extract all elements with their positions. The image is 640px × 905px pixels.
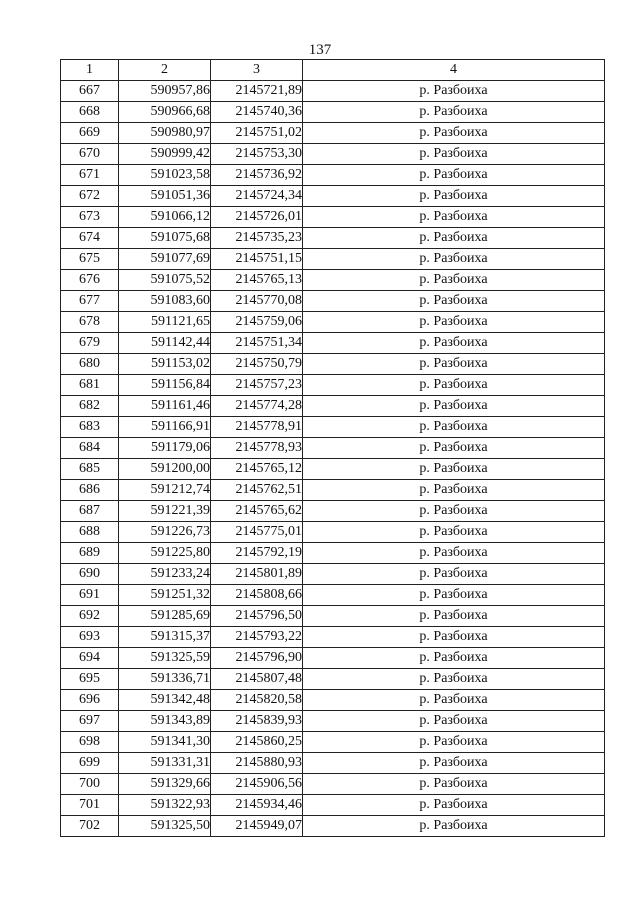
y-coordinate-cell: 2145792,19: [211, 543, 303, 564]
table-body: [61, 81, 605, 837]
description-cell: р. Разбоиха: [303, 774, 605, 795]
point-number-cell: 699: [61, 753, 119, 774]
x-coordinate-cell: 591285,69: [119, 606, 211, 627]
table-row: [61, 795, 605, 816]
point-number-cell: 692: [61, 606, 119, 627]
x-coordinate-cell: 591179,06: [119, 438, 211, 459]
description-cell: р. Разбоиха: [303, 375, 605, 396]
x-coordinate-cell: 591221,39: [119, 501, 211, 522]
description-cell: р. Разбоиха: [303, 438, 605, 459]
y-coordinate-cell: 2145775,01: [211, 522, 303, 543]
y-coordinate-cell: 2145778,93: [211, 438, 303, 459]
x-coordinate-cell: 591077,69: [119, 249, 211, 270]
point-number-cell: 669: [61, 123, 119, 144]
point-number-cell: 689: [61, 543, 119, 564]
description-cell: р. Разбоиха: [303, 648, 605, 669]
x-coordinate-cell: 591066,12: [119, 207, 211, 228]
description-cell: р. Разбоиха: [303, 585, 605, 606]
description-cell: р. Разбоиха: [303, 144, 605, 165]
table-row: [61, 585, 605, 606]
point-number-cell: 697: [61, 711, 119, 732]
description-cell: р. Разбоиха: [303, 753, 605, 774]
y-coordinate-cell: 2145759,06: [211, 312, 303, 333]
y-coordinate-cell: 2145934,46: [211, 795, 303, 816]
table-row: [61, 732, 605, 753]
x-coordinate-cell: 590999,42: [119, 144, 211, 165]
table-row: [61, 564, 605, 585]
y-coordinate-cell: 2145807,48: [211, 669, 303, 690]
point-number-cell: 702: [61, 816, 119, 837]
column-header-4: 4: [303, 60, 605, 81]
x-coordinate-cell: 591156,84: [119, 375, 211, 396]
x-coordinate-cell: 591322,93: [119, 795, 211, 816]
description-cell: р. Разбоиха: [303, 354, 605, 375]
y-coordinate-cell: 2145778,91: [211, 417, 303, 438]
point-number-cell: 681: [61, 375, 119, 396]
description-cell: р. Разбоиха: [303, 711, 605, 732]
point-number-cell: 676: [61, 270, 119, 291]
table-row: [61, 711, 605, 732]
table-row: [61, 102, 605, 123]
y-coordinate-cell: 2145770,08: [211, 291, 303, 312]
x-coordinate-cell: 591226,73: [119, 522, 211, 543]
x-coordinate-cell: 591341,30: [119, 732, 211, 753]
x-coordinate-cell: 591331,31: [119, 753, 211, 774]
description-cell: р. Разбоиха: [303, 81, 605, 102]
x-coordinate-cell: 590966,68: [119, 102, 211, 123]
table-row: [61, 228, 605, 249]
x-coordinate-cell: 591075,68: [119, 228, 211, 249]
point-number-cell: 695: [61, 669, 119, 690]
point-number-cell: 670: [61, 144, 119, 165]
description-cell: р. Разбоиха: [303, 123, 605, 144]
y-coordinate-cell: 2145736,92: [211, 165, 303, 186]
y-coordinate-cell: 2145721,89: [211, 81, 303, 102]
point-number-cell: 696: [61, 690, 119, 711]
y-coordinate-cell: 2145808,66: [211, 585, 303, 606]
table-row: [61, 186, 605, 207]
point-number-cell: 683: [61, 417, 119, 438]
y-coordinate-cell: 2145765,62: [211, 501, 303, 522]
description-cell: р. Разбоиха: [303, 522, 605, 543]
x-coordinate-cell: 591342,48: [119, 690, 211, 711]
x-coordinate-cell: 591161,46: [119, 396, 211, 417]
x-coordinate-cell: 591329,66: [119, 774, 211, 795]
point-number-cell: 677: [61, 291, 119, 312]
point-number-cell: 693: [61, 627, 119, 648]
table-row: [61, 354, 605, 375]
description-cell: р. Разбоиха: [303, 606, 605, 627]
table-row: [61, 291, 605, 312]
description-cell: р. Разбоиха: [303, 480, 605, 501]
point-number-cell: 671: [61, 165, 119, 186]
y-coordinate-cell: 2145751,34: [211, 333, 303, 354]
x-coordinate-cell: 591225,80: [119, 543, 211, 564]
point-number-cell: 701: [61, 795, 119, 816]
point-number-cell: 690: [61, 564, 119, 585]
point-number-cell: 682: [61, 396, 119, 417]
table-row: [61, 774, 605, 795]
point-number-cell: 698: [61, 732, 119, 753]
table-row: [61, 648, 605, 669]
x-coordinate-cell: 591212,74: [119, 480, 211, 501]
y-coordinate-cell: 2145762,51: [211, 480, 303, 501]
y-coordinate-cell: 2145949,07: [211, 816, 303, 837]
table-row: [61, 501, 605, 522]
y-coordinate-cell: 2145801,89: [211, 564, 303, 585]
y-coordinate-cell: 2145751,15: [211, 249, 303, 270]
table-row: [61, 606, 605, 627]
table-row: [61, 270, 605, 291]
table-row: [61, 333, 605, 354]
y-coordinate-cell: 2145751,02: [211, 123, 303, 144]
coordinates-table: [60, 59, 605, 837]
table-row: [61, 627, 605, 648]
x-coordinate-cell: 591325,59: [119, 648, 211, 669]
y-coordinate-cell: 2145880,93: [211, 753, 303, 774]
table-row: [61, 543, 605, 564]
column-header-1: 1: [61, 60, 119, 81]
point-number-cell: 687: [61, 501, 119, 522]
table-row: [61, 396, 605, 417]
description-cell: р. Разбоиха: [303, 627, 605, 648]
y-coordinate-cell: 2145757,23: [211, 375, 303, 396]
x-coordinate-cell: 591121,65: [119, 312, 211, 333]
table-header-row: [61, 60, 605, 81]
table-row: [61, 669, 605, 690]
y-coordinate-cell: 2145820,58: [211, 690, 303, 711]
x-coordinate-cell: 591233,24: [119, 564, 211, 585]
x-coordinate-cell: 591051,36: [119, 186, 211, 207]
table-row: [61, 81, 605, 102]
description-cell: р. Разбоиха: [303, 795, 605, 816]
y-coordinate-cell: 2145753,30: [211, 144, 303, 165]
table-row: [61, 123, 605, 144]
point-number-cell: 679: [61, 333, 119, 354]
point-number-cell: 673: [61, 207, 119, 228]
description-cell: р. Разбоиха: [303, 249, 605, 270]
point-number-cell: 680: [61, 354, 119, 375]
x-coordinate-cell: 591166,91: [119, 417, 211, 438]
x-coordinate-cell: 591200,00: [119, 459, 211, 480]
y-coordinate-cell: 2145740,36: [211, 102, 303, 123]
x-coordinate-cell: 591336,71: [119, 669, 211, 690]
description-cell: р. Разбоиха: [303, 690, 605, 711]
table-row: [61, 144, 605, 165]
description-cell: р. Разбоиха: [303, 270, 605, 291]
description-cell: р. Разбоиха: [303, 669, 605, 690]
y-coordinate-cell: 2145774,28: [211, 396, 303, 417]
y-coordinate-cell: 2145750,79: [211, 354, 303, 375]
description-cell: р. Разбоиха: [303, 501, 605, 522]
point-number-cell: 674: [61, 228, 119, 249]
y-coordinate-cell: 2145735,23: [211, 228, 303, 249]
description-cell: р. Разбоиха: [303, 543, 605, 564]
table-row: [61, 375, 605, 396]
table-row: [61, 522, 605, 543]
table-row: [61, 816, 605, 837]
description-cell: р. Разбоиха: [303, 732, 605, 753]
description-cell: р. Разбоиха: [303, 186, 605, 207]
y-coordinate-cell: 2145839,93: [211, 711, 303, 732]
description-cell: р. Разбоиха: [303, 396, 605, 417]
description-cell: р. Разбоиха: [303, 312, 605, 333]
point-number-cell: 672: [61, 186, 119, 207]
table-row: [61, 753, 605, 774]
column-header-2: 2: [119, 60, 211, 81]
table-row: [61, 417, 605, 438]
description-cell: р. Разбоиха: [303, 102, 605, 123]
description-cell: р. Разбоиха: [303, 333, 605, 354]
table-row: [61, 312, 605, 333]
y-coordinate-cell: 2145796,50: [211, 606, 303, 627]
point-number-cell: 685: [61, 459, 119, 480]
table-row: [61, 480, 605, 501]
y-coordinate-cell: 2145765,13: [211, 270, 303, 291]
page-number: 137: [308, 42, 332, 58]
table-row: [61, 207, 605, 228]
description-cell: р. Разбоиха: [303, 291, 605, 312]
description-cell: р. Разбоиха: [303, 228, 605, 249]
description-cell: р. Разбоиха: [303, 564, 605, 585]
point-number-cell: 678: [61, 312, 119, 333]
x-coordinate-cell: 590980,97: [119, 123, 211, 144]
table-row: [61, 438, 605, 459]
description-cell: р. Разбоиха: [303, 207, 605, 228]
point-number-cell: 691: [61, 585, 119, 606]
description-cell: р. Разбоиха: [303, 459, 605, 480]
point-number-cell: 675: [61, 249, 119, 270]
table-row: [61, 690, 605, 711]
x-coordinate-cell: 591023,58: [119, 165, 211, 186]
y-coordinate-cell: 2145796,90: [211, 648, 303, 669]
x-coordinate-cell: 590957,86: [119, 81, 211, 102]
table-row: [61, 165, 605, 186]
point-number-cell: 667: [61, 81, 119, 102]
y-coordinate-cell: 2145906,56: [211, 774, 303, 795]
x-coordinate-cell: 591325,50: [119, 816, 211, 837]
x-coordinate-cell: 591142,44: [119, 333, 211, 354]
x-coordinate-cell: 591083,60: [119, 291, 211, 312]
x-coordinate-cell: 591153,02: [119, 354, 211, 375]
x-coordinate-cell: 591075,52: [119, 270, 211, 291]
y-coordinate-cell: 2145726,01: [211, 207, 303, 228]
table-row: [61, 459, 605, 480]
point-number-cell: 684: [61, 438, 119, 459]
x-coordinate-cell: 591251,32: [119, 585, 211, 606]
x-coordinate-cell: 591343,89: [119, 711, 211, 732]
point-number-cell: 700: [61, 774, 119, 795]
point-number-cell: 688: [61, 522, 119, 543]
y-coordinate-cell: 2145860,25: [211, 732, 303, 753]
point-number-cell: 686: [61, 480, 119, 501]
y-coordinate-cell: 2145793,22: [211, 627, 303, 648]
point-number-cell: 668: [61, 102, 119, 123]
y-coordinate-cell: 2145765,12: [211, 459, 303, 480]
description-cell: р. Разбоиха: [303, 816, 605, 837]
x-coordinate-cell: 591315,37: [119, 627, 211, 648]
table-row: [61, 249, 605, 270]
description-cell: р. Разбоиха: [303, 165, 605, 186]
column-header-3: 3: [211, 60, 303, 81]
point-number-cell: 694: [61, 648, 119, 669]
description-cell: р. Разбоиха: [303, 417, 605, 438]
y-coordinate-cell: 2145724,34: [211, 186, 303, 207]
